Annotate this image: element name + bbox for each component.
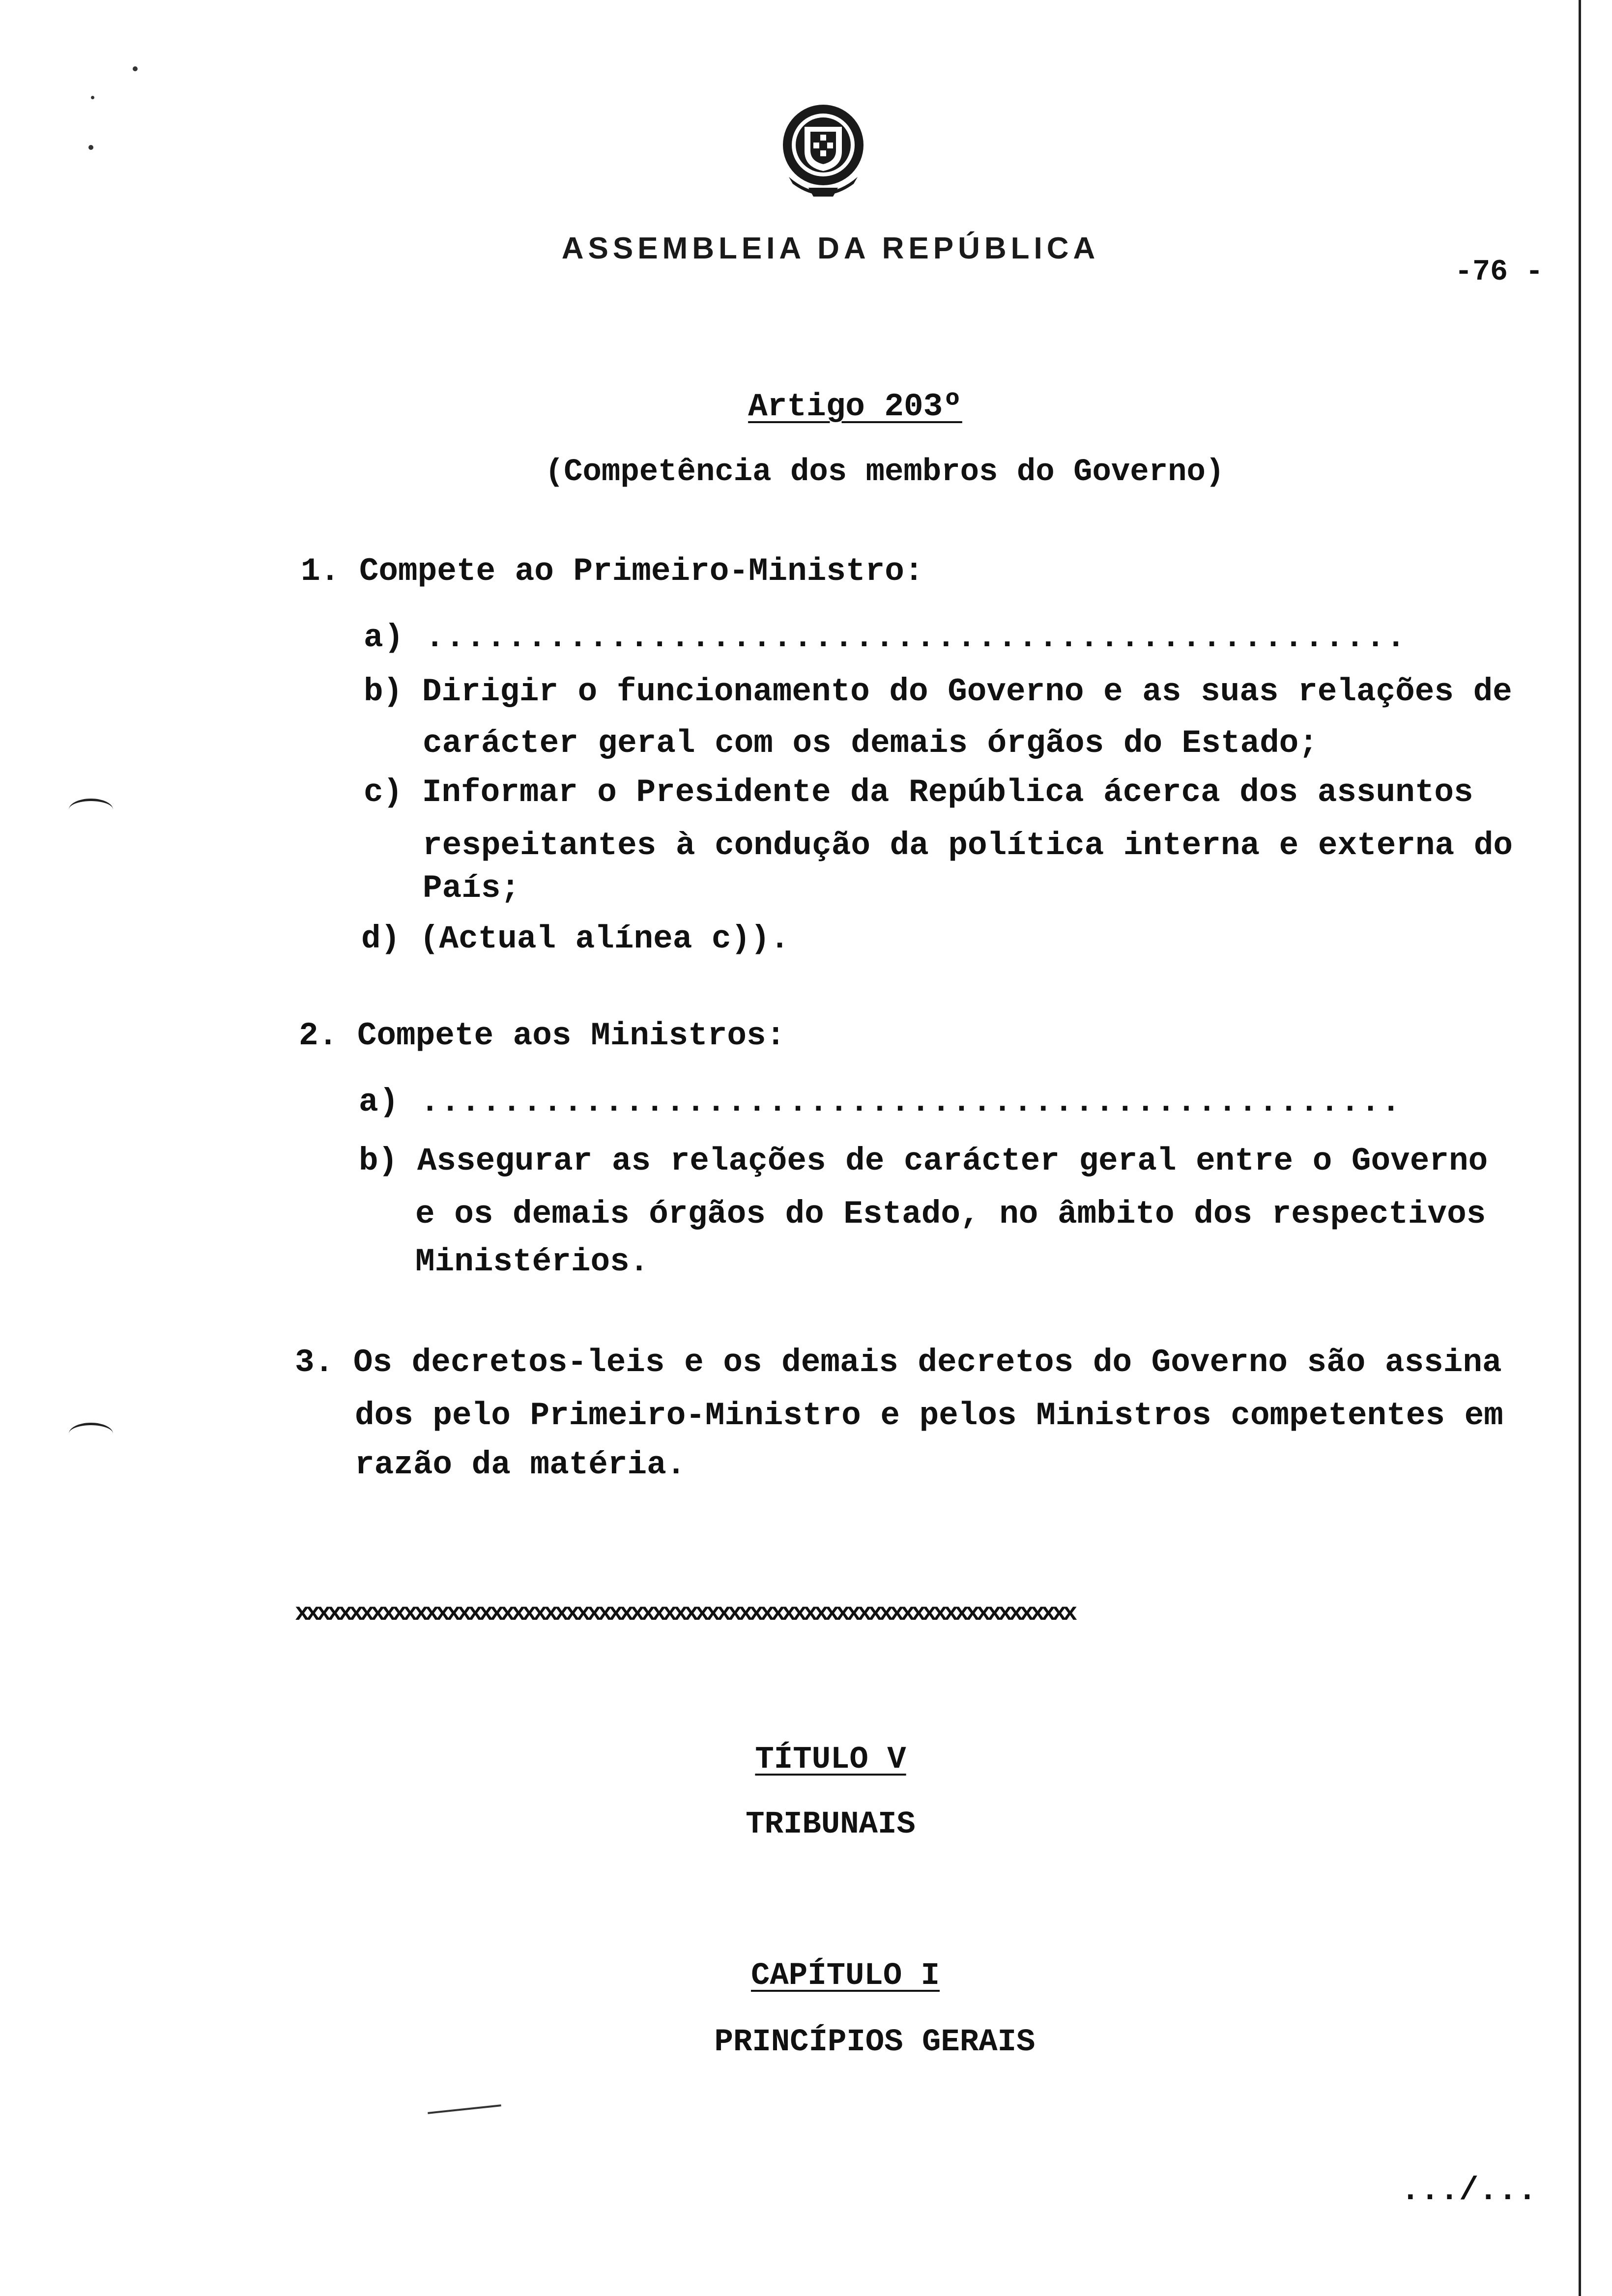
item-2-lead: 2. Compete aos Ministros: [299,1017,786,1054]
capitulo-name: PRINCÍPIOS GERAIS [714,2025,1036,2060]
continuation-mark: .../... [1401,2172,1537,2209]
item-2b-line-2: e os demais órgãos do Estado, no âmbito dos respectivos [415,1196,1486,1233]
item-1b-line-1: b) Dirigir o funcionamento do Governo e as suas relações de [364,673,1512,710]
scan-speck [88,145,93,150]
item-3-line-1: 3. Os decretos-leis e os demais decretos do Governo são assina [295,1344,1502,1381]
article-subtitle: (Competência dos membros do Governo) [545,455,1225,490]
item-1a-line: a) ................................................ [364,619,1407,656]
scan-arc-mark [69,799,113,821]
page-edge-rule [1579,0,1581,2296]
scan-speck [91,96,94,99]
item-1-lead: 1. Compete ao Primeiro-Ministro: [301,553,924,590]
page-number: -76 - [1455,256,1544,289]
item-2a-line: a) ................................................ [359,1084,1402,1120]
item-3-line-2: dos pelo Primeiro-Ministro e pelos Ministros competentes em [355,1397,1503,1434]
item-1c-line-1: c) Informar o Presidente da República ácerca dos assuntos [364,774,1473,811]
titulo-heading: TÍTULO V [755,1742,906,1778]
capitulo-heading: CAPÍTULO I [750,1958,940,1994]
article-title: Artigo 203º [748,388,962,425]
item-3-line-3: razão da matéria. [355,1446,686,1483]
scan-speck [133,66,138,71]
scan-stroke [428,2104,501,2114]
scan-arc-mark [69,1423,113,1445]
x-separator-line: xxxxxxxxxxxxxxxxxxxxxxxxxxxxxxxxxxxxxxxxxxxxxxxxxxxxxxxxxxxxxxxxxxxxxxxx [295,1600,1074,1628]
item-1b-line-2: carácter geral com os demais órgãos do Estado; [423,725,1318,762]
item-1d-line: d) (Actual alínea c)). [361,920,790,957]
coat-of-arms-icon [774,98,872,206]
item-1c-line-2: respeitantes à condução da política interna e externa do [423,827,1513,864]
item-1c-line-3: País; [423,870,520,907]
titulo-name: TRIBUNAIS [746,1807,916,1842]
item-2b-line-3: Ministérios. [415,1243,649,1280]
item-2b-line-1: b) Assegurar as relações de carácter geral entre o Governo [359,1143,1488,1179]
institution-title: ASSEMBLEIA DA REPÚBLICA [561,231,1100,265]
